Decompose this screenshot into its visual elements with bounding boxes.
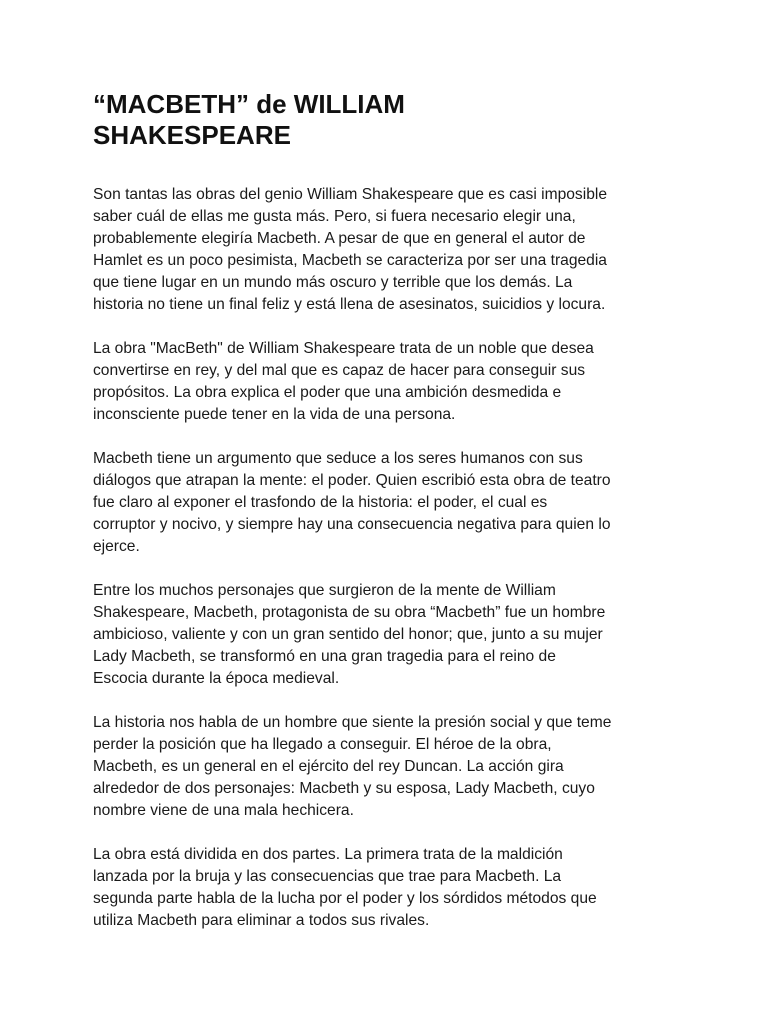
paragraph-1: Son tantas las obras del genio William Shakespeare que es casi imposible saber cuál de ellas me gusta más. Pero, si fuera necesario elegir una, probablemente elegiría Macbeth. A pesar de que en general el autor de Hamlet es un poco pesimista, Macbeth se caracteriza por ser una tragedia que tiene lugar en un mundo más oscuro y terrible que los demás. La historia no tiene un final feliz y está llena de asesinatos, suicidios y locura. (93, 186, 608, 313)
document-body (93, 89, 683, 932)
document-title: “MACBETH” de WILLIAM SHAKESPEARE (93, 89, 405, 150)
paragraph-3: Macbeth tiene un argumento que seduce a los seres humanos con sus diálogos que atrapan la mente: el poder. Quien escribió esta obra de teatro fue claro al exponer el trasfondo de la historia: el poder, el cual es corruptor y nocivo, y siempre hay una consecuencia negativa para quien lo ejerce. (93, 450, 611, 555)
paragraph-4: Entre los muchos personajes que surgieron de la mente de William Shakespeare, Macbeth, protagonista de su obra “Macbeth” fue un hombre ambicioso, valiente y con un gran sentido del honor; que, junto a su mujer Lady Macbeth, se transformó en una gran tragedia para el reino de Escocia durante la época medieval. (93, 582, 606, 687)
paragraph-5: La historia nos habla de un hombre que siente la presión social y que teme perder la posición que ha llegado a conseguir. El héroe de la obra, Macbeth, es un general en el ejército del rey Duncan. La acción gira alrededor de dos personajes: Macbeth y su esposa, Lady Macbeth, cuyo nombre viene de una mala hechicera. (93, 714, 612, 819)
paragraph-2: La obra "MacBeth" de William Shakespeare trata de un noble que desea convertirse en rey, y del mal que es capaz de hacer para conseguir sus propósitos. La obra explica el poder que una ambición desmedida e inconsciente puede tener en la vida de una persona. (93, 340, 594, 423)
paragraph-6: La obra está dividida en dos partes. La primera trata de la maldición lanzada por la bruja y las consecuencias que trae para Macbeth. La segunda parte habla de la lucha por el poder y los sórdidos métodos que utiliza Macbeth para eliminar a todos sus rivales. (93, 846, 597, 929)
